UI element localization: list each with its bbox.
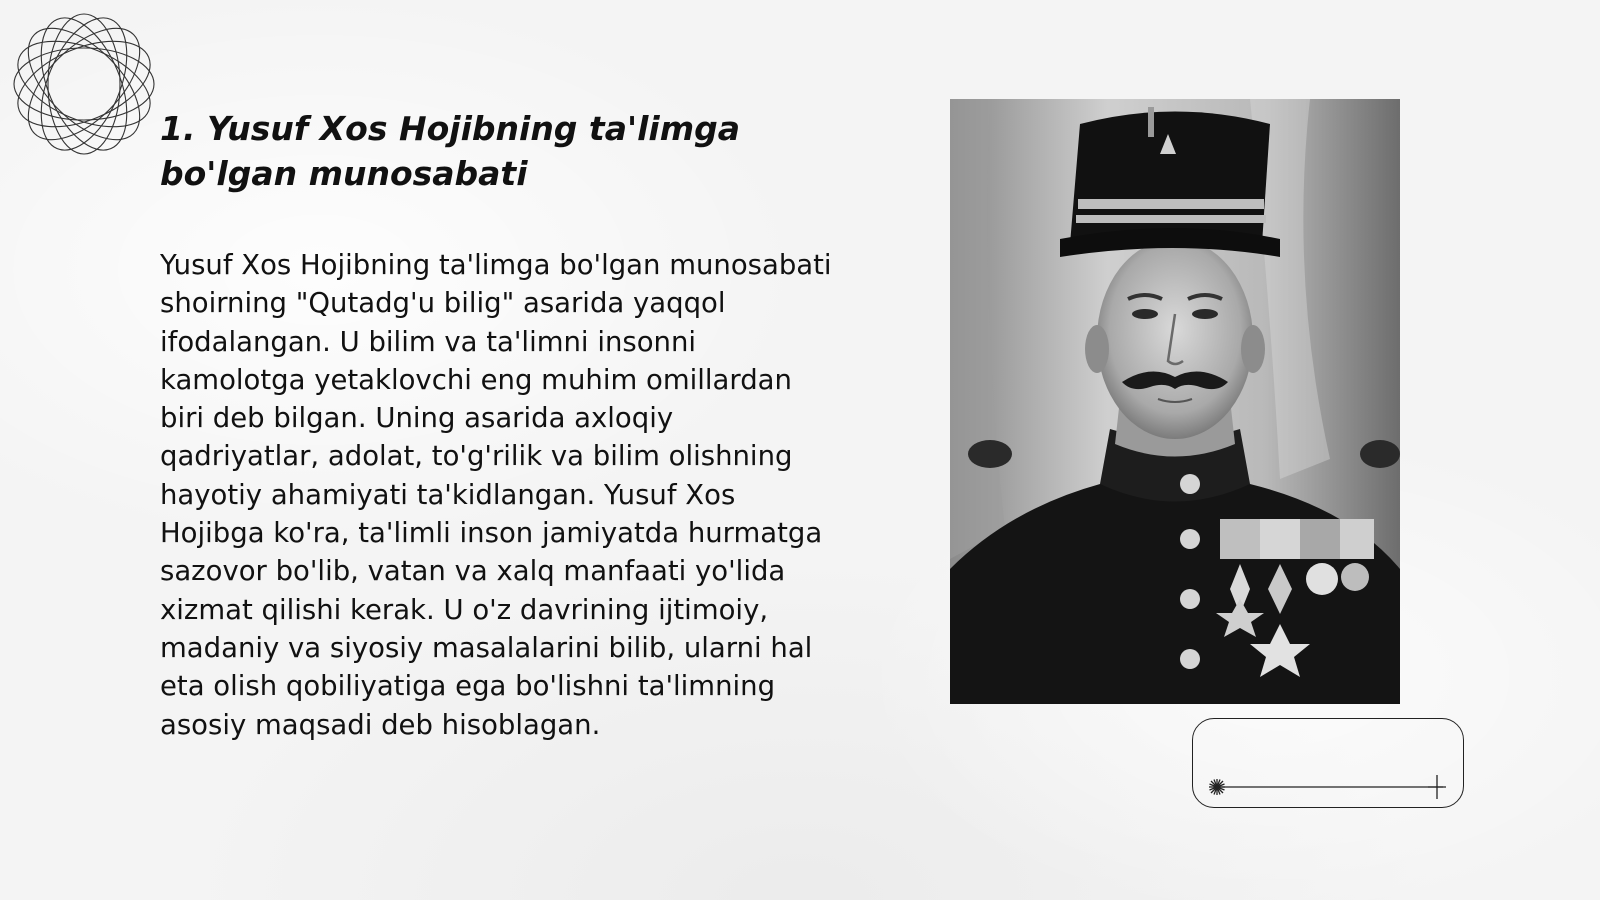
- portrait-photo: [950, 99, 1400, 704]
- decorative-line-box: [1192, 718, 1464, 808]
- slide-body-text: Yusuf Xos Hojibning ta'limga bo'lgan munosabati shoirning "Qutadg'u bilig" asarida yaqqol ifodalangan. U bilim va ta'limni insonni kamolotga yetaklovchi eng muhim omillardan biri deb bilgan. Uning asarida axloqiy qadriyatlar, adolat, to'g'rilik va bilim olishning hayotiy ahamiyati ta'kidlangan. Yusuf Xos Hojibga ko'ra, ta'limli inson jamiyatda hurmatga sazovor bo'lib, vatan va xalq manfaati yo'lida xizmat qilishi kerak. U o'z davrining ijtimoiy, madaniy va siyosiy masalalarini bilib, ularni hal eta olish qobiliyatiga ega bo'lishni ta'limning asosiy maqsadi deb hisoblagan.: [160, 249, 832, 741]
- slide-title: 1. Yusuf Xos Hojibning ta'limga bo'lgan munosabati: [160, 109, 740, 193]
- rosette-ornament-icon: [10, 10, 158, 158]
- starburst-line-icon: [1193, 719, 1465, 809]
